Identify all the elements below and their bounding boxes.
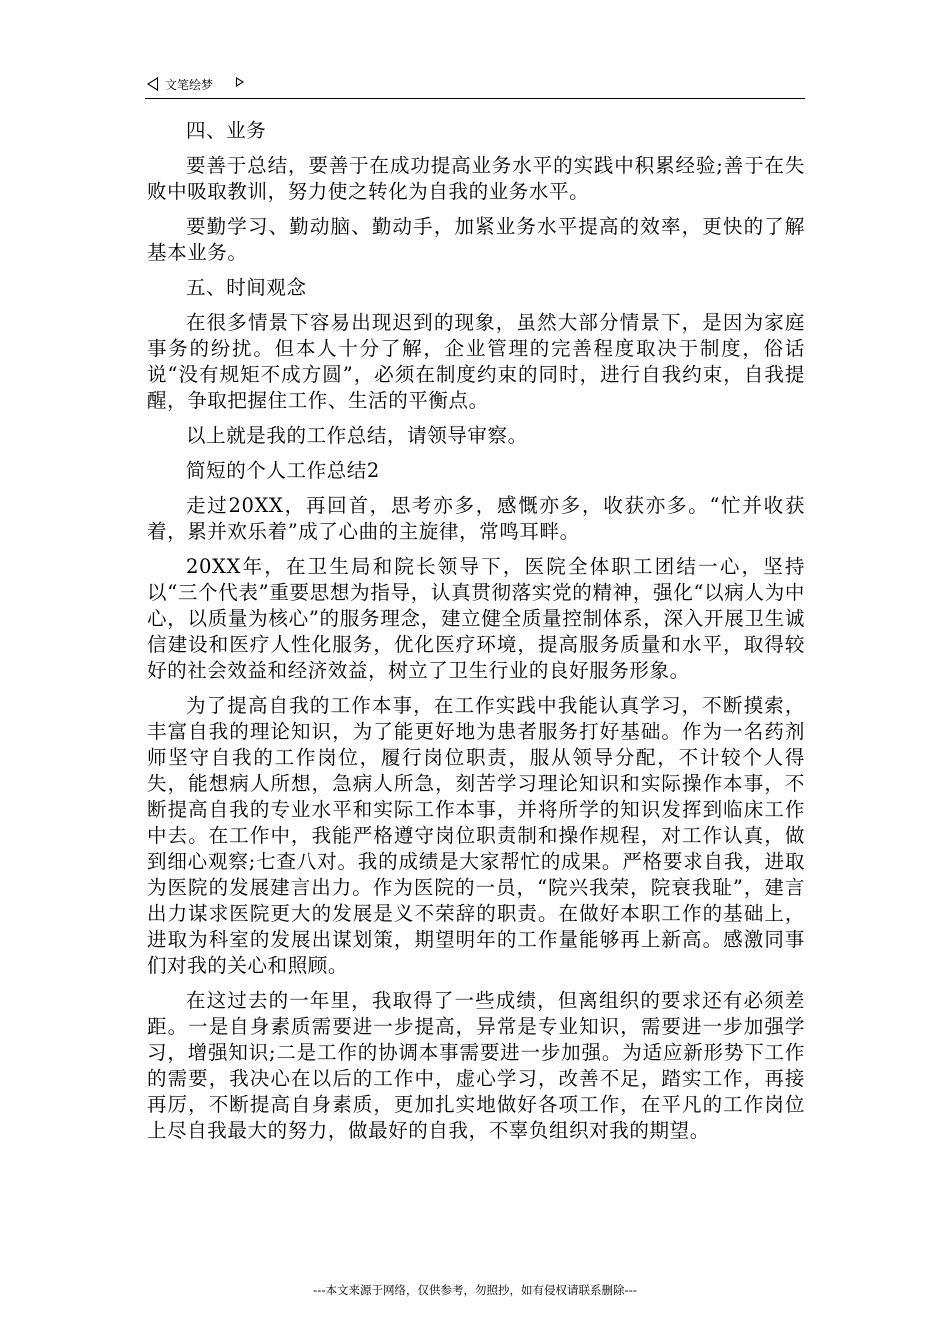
triangle-left-icon: [147, 77, 158, 91]
paragraph: 20XX年，在卫生局和院长领导下，医院全体职工团结一心，坚持以“三个代表”重要思想为指导，认真贯彻落实党的精神，强化“以病人为中心，以质量为核心”的服务理念，建立健全质量控制体系，深入开展卫生诚信建设和医疗人性化服务，优化医疗环境，提高服务质量和水平，取得较好的社会效益和经济效益，树立了卫生行业的良好服务形象。: [147, 555, 805, 682]
header-brand: 文笔绘梦: [165, 78, 214, 92]
paragraph: 为了提高自我的工作本事，在工作实践中我能认真学习，不断摸索，丰富自我的理论知识，为了能更好地为患者服务打好基础。作为一名药剂师坚守自我的工作岗位，履行岗位职责，服从领导分配，不计较个人得失，能想病人所想，急病人所急，刻苦学习理论知识和实际操作本事，不断提高自我的专业水平和实际工作本事，并将所学的知识发挥到临床工作中去。在工作中，我能严格遵守岗位职责制和操作规程，对工作认真，做到细心观察;七查八对。我的成绩是大家帮忙的成果。严格要求自我，进取为医院的发展建言出力。作为医院的一员，“院兴我荣，院衰我耻”，建言出力谋求医院更大的发展是义不荣辞的职责。在做好本职工作的基础上，进取为科室的发展出谋划策，期望明年的工作量能够再上新高。感激同事们对我的关心和照顾。: [147, 694, 805, 977]
page-header: [145, 76, 805, 99]
section-heading-summary-2: 简短的个人工作总结2: [186, 459, 380, 482]
paragraph: 在很多情景下容易出现迟到的现象，虽然大部分情景下，是因为家庭事务的纷扰。但本人十分了解，企业管理的完善程度取决于制度，俗话说“没有规矩不成方圆”，必须在制度约束的同时，进行自我约束，自我提醒，争取把握住工作、生活的平衡点。: [147, 311, 805, 412]
triangle-right-icon: [236, 77, 244, 87]
paragraph: 走过20XX，再回首，思考亦多，感慨亦多，收获亦多。“忙并收获着，累并欢乐着”成了心曲的主旋律，常鸣耳畔。: [147, 494, 805, 543]
footer-notice: ---本文来源于网络，仅供参考，勿照抄，如有侵权请联系删除---: [313, 1283, 637, 1297]
paragraph: 要善于总结，要善于在成功提高业务水平的实践中积累经验;善于在失败中吸取教训，努力使之转化为自我的业务水平。: [147, 154, 805, 203]
paragraph: 以上就是我的工作总结，请领导审察。: [186, 424, 528, 447]
section-heading-time: 五、时间观念: [186, 276, 307, 299]
document-body: [147, 118, 805, 1153]
paragraph: 要勤学习、勤动脑、勤动手，加紧业务水平提高的效率，更快的了解基本业务。: [147, 215, 805, 264]
paragraph: 在这过去的一年里，我取得了一些成绩，但离组织的要求还有必须差距。一是自身素质需要进一步提高，异常是专业知识，需要进一步加强学习，增强知识;二是工作的协调本事需要进一步加强。为适应新形势下工作的需要，我决心在以后的工作中，虚心学习，改善不足，踏实工作，再接再厉，不断提高自身素质，更加扎实地做好各项工作，在平凡的工作岗位上尽自我最大的努力，做最好的自我，不辜负组织对我的期望。: [147, 989, 805, 1142]
section-heading-business: 四、业务: [186, 119, 267, 142]
